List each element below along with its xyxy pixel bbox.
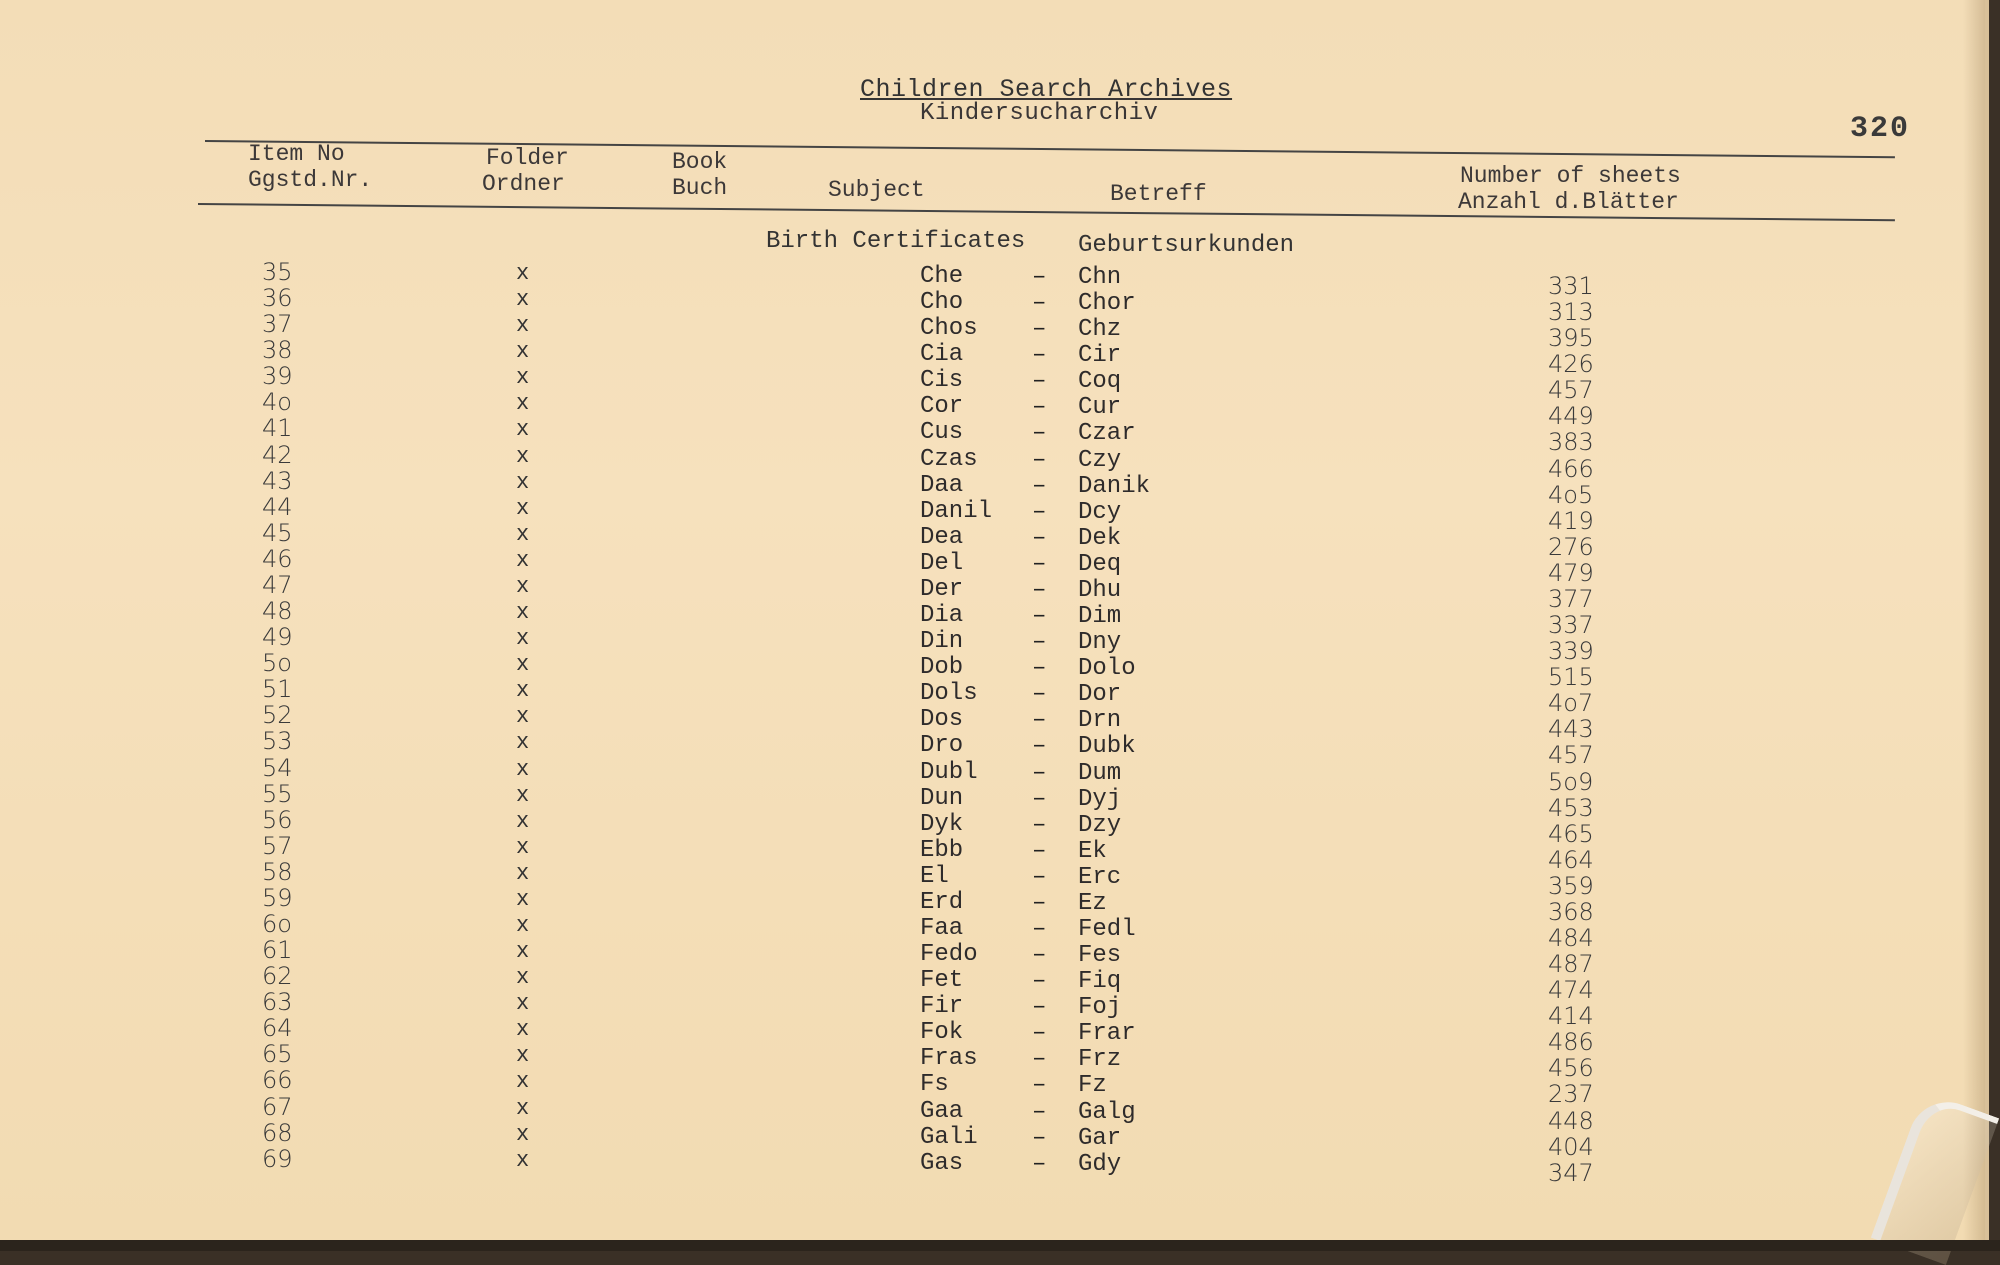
sheet-count: 339 (1548, 637, 1594, 666)
subject-dash: – (1032, 446, 1047, 474)
subject-dash: – (1032, 916, 1047, 943)
item-number: 44 (262, 492, 293, 521)
table-row (0, 1142, 1985, 1187)
subject-dash: – (1032, 394, 1047, 422)
subject-to: Danik (1078, 472, 1151, 500)
item-number: 42 (262, 440, 293, 469)
subject-to: Coq (1078, 368, 1122, 396)
sheet-count: 347 (1548, 1158, 1594, 1187)
folder-mark: x (516, 678, 530, 704)
folder-mark: x (516, 991, 530, 1017)
folder-mark: x (516, 913, 530, 938)
subject-from: Dyk (920, 810, 964, 838)
subject-from: Erd (920, 888, 964, 916)
subject-dash: – (1032, 837, 1047, 865)
subject-to: Gar (1078, 1124, 1122, 1152)
item-number: 58 (262, 857, 293, 886)
item-number: 62 (262, 962, 293, 991)
subject-to: Dhu (1078, 576, 1122, 604)
sheet-count: 4o5 (1548, 480, 1594, 509)
subject-from: Chos (920, 315, 978, 343)
item-number: 6o (262, 910, 292, 938)
sheet-count: 457 (1548, 741, 1594, 770)
sheet-count: 276 (1548, 532, 1594, 561)
item-number: 4o (262, 388, 292, 417)
subject-from: Fs (920, 1071, 949, 1099)
subject-dash: – (1032, 733, 1047, 761)
sheet-count: 414 (1548, 1002, 1594, 1031)
folder-mark: x (516, 495, 530, 521)
folder-mark: x (516, 600, 530, 626)
folder-mark: x (516, 547, 530, 573)
sheet-count: 449 (1548, 402, 1594, 431)
subject-from: Dea (920, 523, 964, 551)
subject-to: Chor (1078, 290, 1136, 318)
subject-dash: – (1032, 524, 1047, 552)
subject-from: Dos (920, 706, 964, 734)
subject-from: Gaa (920, 1097, 964, 1125)
subject-dash: – (1032, 316, 1047, 344)
subject-from: Faa (920, 915, 964, 942)
item-number: 61 (262, 936, 293, 965)
section-title-de: Geburtsurkunden (1078, 232, 1295, 259)
subject-dash: – (1032, 942, 1047, 970)
header-subject: Subject (828, 177, 925, 203)
subject-from: Che (920, 263, 964, 290)
item-number: 66 (262, 1066, 293, 1095)
table-row (0, 544, 1985, 587)
item-number: 69 (262, 1144, 293, 1173)
document-subtitle: Kindersucharchiv (920, 100, 1159, 127)
subject-to: Chn (1078, 264, 1122, 291)
folder-mark: x (516, 443, 530, 469)
item-number: 51 (262, 675, 293, 704)
item-number: 57 (262, 831, 293, 860)
item-number: 38 (262, 336, 293, 365)
section-title-en: Birth Certificates (766, 228, 1026, 255)
subject-dash: – (1032, 576, 1047, 604)
item-number: 52 (262, 701, 293, 730)
subject-to: Dor (1078, 681, 1122, 709)
subject-dash: – (1032, 420, 1047, 448)
folder-mark: x (516, 860, 530, 886)
subject-dash: – (1032, 811, 1047, 839)
item-number: 54 (262, 753, 293, 782)
item-number: 48 (262, 597, 293, 626)
subject-dash: – (1032, 342, 1047, 370)
subject-dash: – (1032, 629, 1047, 657)
sheet-count: 465 (1548, 819, 1594, 848)
sheet-count: 457 (1548, 376, 1594, 405)
header-folder-de: Ordner (482, 171, 565, 197)
subject-to: Gdy (1078, 1150, 1122, 1178)
subject-from: Cia (920, 341, 964, 369)
item-number: 56 (262, 805, 293, 834)
sheet-count: 466 (1548, 454, 1594, 483)
subject-to: Czar (1078, 420, 1136, 448)
subject-dash: – (1032, 498, 1047, 526)
subject-dash: – (1032, 264, 1047, 291)
sheet-count: 487 (1548, 950, 1594, 979)
subject-to: Drn (1078, 707, 1122, 735)
item-number: 36 (262, 284, 293, 313)
item-number: 63 (262, 988, 293, 1017)
item-number: 45 (262, 518, 293, 547)
sheet-count: 448 (1548, 1106, 1594, 1135)
folder-mark: x (516, 1121, 530, 1147)
sheet-count: 4o7 (1548, 689, 1594, 718)
subject-to: Dek (1078, 524, 1122, 552)
subject-to: Foj (1078, 994, 1122, 1022)
subject-from: Dia (920, 602, 964, 630)
folder-mark: x (516, 704, 530, 730)
folder-mark: x (516, 834, 530, 860)
subject-to: Fes (1078, 942, 1122, 970)
sheet-count: 368 (1548, 897, 1594, 926)
sheet-count: 419 (1548, 506, 1594, 535)
sheet-count: 377 (1548, 584, 1594, 613)
subject-from: Gali (920, 1123, 978, 1151)
subject-dash: – (1032, 550, 1047, 578)
folder-mark: x (516, 965, 530, 991)
sheet-count: 337 (1548, 611, 1594, 640)
subject-from: Der (920, 575, 964, 603)
sheet-count: 395 (1548, 324, 1594, 353)
subject-from: Fir (920, 993, 964, 1021)
subject-dash: – (1032, 1046, 1047, 1074)
folder-mark: x (516, 626, 530, 652)
item-number: 55 (262, 779, 293, 808)
subject-dash: – (1032, 889, 1047, 917)
subject-to: Frz (1078, 1046, 1122, 1074)
subject-dash: – (1032, 290, 1047, 318)
sheet-count: 456 (1548, 1054, 1594, 1083)
subject-from: Din (920, 628, 964, 656)
item-number: 43 (262, 466, 293, 495)
header-betreff: Betreff (1110, 181, 1207, 207)
sheet-count: 443 (1548, 715, 1594, 744)
sheet-count: 453 (1548, 793, 1594, 822)
subject-from: Dubl (920, 758, 978, 786)
folder-mark: x (516, 261, 530, 286)
item-number: 46 (262, 544, 293, 573)
subject-dash: – (1032, 472, 1047, 500)
subject-to: Frar (1078, 1020, 1136, 1048)
subject-to: Cur (1078, 394, 1122, 422)
header-book-en: Book (672, 149, 728, 175)
item-number: 65 (262, 1040, 293, 1069)
folder-mark: x (516, 1147, 530, 1173)
subject-dash: – (1032, 1124, 1047, 1152)
subject-from: Cor (920, 393, 964, 421)
subject-to: Cir (1078, 342, 1122, 370)
item-number: 68 (262, 1118, 293, 1147)
subject-to: Dolo (1078, 655, 1136, 683)
folder-mark: x (516, 391, 530, 417)
item-number: 53 (262, 727, 293, 756)
item-number: 59 (262, 883, 293, 912)
sheet-count: 237 (1548, 1080, 1594, 1109)
folder-mark: x (516, 1017, 530, 1043)
subject-dash: – (1032, 368, 1047, 396)
sheet-count: 464 (1548, 845, 1594, 874)
subject-dash: – (1032, 603, 1047, 631)
subject-from: Cis (920, 367, 964, 395)
subject-dash: – (1032, 655, 1047, 683)
subject-from: Cho (920, 289, 964, 317)
subject-from: Del (920, 549, 964, 577)
item-number: 37 (262, 310, 293, 339)
header-folder-en: Folder (486, 145, 569, 171)
folder-mark: x (516, 652, 530, 678)
item-number: 67 (262, 1092, 293, 1121)
subject-to: Fz (1078, 1072, 1107, 1100)
subject-to: Dcy (1078, 498, 1122, 526)
subject-from: Danil (920, 497, 993, 525)
header-top-rule (205, 140, 1895, 158)
subject-dash: – (1032, 1020, 1047, 1048)
page-number: 320 (1850, 112, 1911, 146)
sheet-count: 383 (1548, 428, 1594, 457)
sheet-count: 5o9 (1548, 767, 1594, 796)
subject-from: Dun (920, 784, 964, 812)
subject-to: Dzy (1078, 811, 1122, 839)
folder-mark: x (516, 521, 530, 547)
sheet-count: 331 (1548, 272, 1594, 300)
subject-to: Dubk (1078, 733, 1136, 761)
folder-mark: x (516, 1095, 530, 1121)
folder-mark: x (516, 1069, 530, 1095)
header-item-de: Ggstd.Nr. (248, 167, 373, 193)
header-sheets-en: Number of sheets (1460, 163, 1681, 189)
subject-to: Fiq (1078, 968, 1122, 996)
subject-from: Gas (920, 1149, 964, 1177)
subject-to: Chz (1078, 316, 1122, 344)
item-number: 5o (262, 649, 292, 678)
folder-mark: x (516, 417, 530, 443)
folder-mark: x (516, 1043, 530, 1069)
subject-dash: – (1032, 1072, 1047, 1100)
folder-mark: x (516, 339, 530, 365)
subject-from: Ebb (920, 836, 964, 864)
subject-to: Erc (1078, 863, 1122, 891)
subject-to: Ek (1078, 837, 1107, 865)
subject-from: El (920, 862, 949, 890)
subject-dash: – (1032, 681, 1047, 709)
page-bottom-shadow (0, 1240, 2000, 1251)
subject-from: Czas (920, 445, 978, 473)
subject-from: Fok (920, 1019, 964, 1047)
folder-mark: x (516, 782, 530, 808)
subject-to: Galg (1078, 1098, 1136, 1126)
sheet-count: 426 (1548, 350, 1594, 379)
subject-from: Fet (920, 967, 964, 995)
subject-dash: – (1032, 707, 1047, 735)
folder-mark: x (516, 573, 530, 599)
subject-to: Deq (1078, 550, 1122, 578)
folder-mark: x (516, 939, 530, 965)
header-book-de: Buch (672, 175, 728, 201)
subject-from: Dob (920, 654, 964, 682)
folder-mark: x (516, 756, 530, 782)
folder-mark: x (516, 469, 530, 495)
subject-from: Fras (920, 1045, 978, 1073)
header-item-en: Item No (248, 141, 345, 167)
folder-mark: x (516, 287, 530, 313)
document-title: Children Search Archives (860, 75, 1233, 104)
item-number: 39 (262, 362, 293, 391)
table-row (0, 648, 1985, 692)
sheet-count: 313 (1548, 298, 1594, 327)
sheet-count: 404 (1548, 1132, 1594, 1161)
item-number: 35 (262, 258, 293, 286)
sheet-count: 474 (1548, 976, 1594, 1005)
subject-to: Dim (1078, 603, 1122, 631)
subject-from: Dols (920, 680, 978, 708)
subject-from: Cus (920, 419, 964, 447)
subject-dash: – (1032, 968, 1047, 996)
folder-mark: x (516, 730, 530, 756)
item-number: 49 (262, 623, 293, 652)
folder-mark: x (516, 886, 530, 912)
sheet-count: 484 (1548, 924, 1594, 952)
sheet-count: 486 (1548, 1028, 1594, 1057)
sheet-count: 479 (1548, 558, 1594, 587)
sheet-count: 515 (1548, 663, 1594, 692)
subject-dash: – (1032, 1098, 1047, 1126)
subject-from: Dro (920, 732, 964, 760)
subject-dash: – (1032, 863, 1047, 891)
subject-to: Ez (1078, 889, 1107, 917)
folder-mark: x (516, 808, 530, 834)
subject-dash: – (1032, 994, 1047, 1022)
subject-dash: – (1032, 785, 1047, 813)
subject-from: Daa (920, 471, 964, 499)
subject-to: Dyj (1078, 785, 1122, 813)
subject-to: Dum (1078, 759, 1122, 787)
folder-mark: x (516, 313, 530, 339)
table-row (0, 856, 1985, 900)
item-number: 47 (262, 570, 293, 599)
subject-to: Czy (1078, 446, 1122, 474)
item-number: 41 (262, 414, 293, 443)
item-number: 64 (262, 1014, 293, 1043)
subject-from: Fedo (920, 941, 978, 969)
subject-dash: – (1032, 759, 1047, 787)
folder-mark: x (516, 365, 530, 391)
header-sheets-de: Anzahl d.Blätter (1458, 189, 1679, 215)
subject-dash: – (1032, 1150, 1047, 1178)
sheet-count: 359 (1548, 871, 1594, 900)
subject-to: Dny (1078, 629, 1122, 657)
subject-to: Fedl (1078, 916, 1136, 943)
